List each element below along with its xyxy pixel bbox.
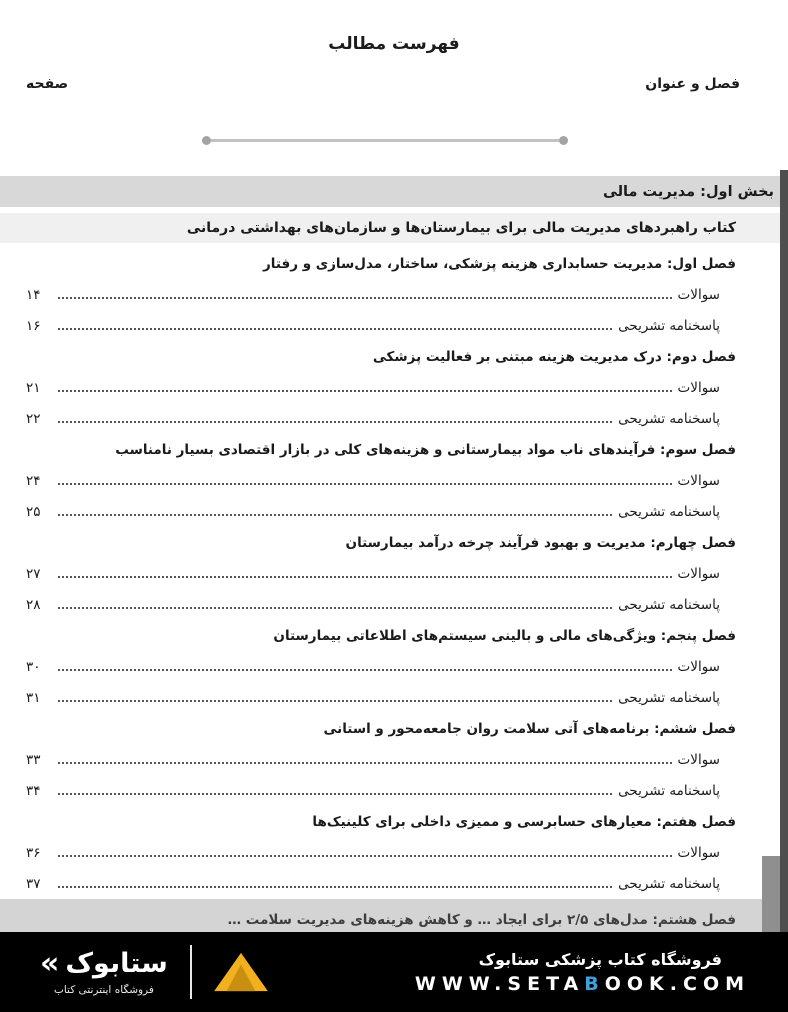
chapter-title: فصل دوم: درک مدیریت هزینه مبتنی بر فعالیت پزشکی — [372, 348, 736, 365]
entry-page-number: ۱۴ — [26, 286, 41, 303]
website-highlight-letter: B — [584, 972, 605, 995]
dotted-leader — [58, 410, 612, 424]
entry-page-number: ۳۰ — [26, 658, 41, 675]
logo-subtitle: فروشگاه اینترنتی کتاب — [53, 983, 154, 996]
section-band: بخش اول: مدیریت مالی — [0, 176, 788, 207]
clipped-next-chapter-line: فصل هشتم: مدل‌های ۲/۵ برای ایجاد … و کاهش هزینه‌های مدیریت سلامت … — [0, 899, 788, 932]
column-headers — [0, 76, 788, 92]
entry-page-number: ۳۶ — [26, 844, 41, 861]
entry-page-number: ۲۸ — [26, 596, 41, 613]
store-info — [415, 950, 750, 995]
chapter-title: فصل اول: مدیریت حسابداری هزینه پزشکی، ساختار، مدل‌سازی و رفتار — [263, 255, 736, 272]
entry-page-number: ۱۶ — [26, 317, 41, 334]
entry-page-number: ۲۲ — [26, 410, 41, 427]
book-title-band: کتاب راهبردهای مدیریت مالی برای بیمارستان‌ها و سازمان‌های بهداشتی درمانی — [0, 213, 788, 243]
entry-page-number: ۲۴ — [26, 472, 41, 489]
dotted-leader — [58, 875, 612, 889]
chapter-title: فصل چهارم: مدیریت و بهبود فرآیند چرخه درآمد بیمارستان — [345, 534, 736, 551]
toc-entry — [0, 372, 788, 403]
toc-entry — [0, 310, 788, 341]
entry-page-number: ۳۱ — [26, 689, 41, 706]
toc-entry — [0, 868, 788, 899]
entry-label: پاسخنامه تشریحی — [618, 782, 720, 799]
toc-list — [0, 248, 788, 899]
entry-label: پاسخنامه تشریحی — [618, 503, 720, 520]
toc-entry — [0, 403, 788, 434]
toc-entry — [0, 775, 788, 806]
toc-entry — [0, 558, 788, 589]
toc-entry — [0, 589, 788, 620]
website-suffix: OOK.COM — [604, 972, 750, 995]
divider-dot-right — [202, 136, 211, 145]
logo-wordmark: ستابوک — [65, 948, 168, 980]
entry-label: سوالات — [677, 472, 720, 489]
dotted-leader — [58, 658, 672, 672]
entry-label: سوالات — [677, 658, 720, 675]
entry-page-number: ۲۵ — [26, 503, 41, 520]
scrollbar[interactable] — [780, 170, 788, 932]
divider-line — [211, 139, 559, 142]
store-title: فروشگاه کتاب پزشکی ستابوک — [478, 949, 722, 969]
entry-label: سوالات — [677, 379, 720, 396]
footer-divider — [190, 945, 192, 999]
dotted-leader — [58, 844, 672, 858]
chapter-title: فصل سوم: فرآیندهای ناب مواد بیمارستانی و هزینه‌های کلی در بازار اقتصادی بسیار نامناسب — [115, 441, 736, 458]
entry-label: پاسخنامه تشریحی — [618, 317, 720, 334]
dotted-leader — [58, 286, 672, 300]
website-prefix: WWW.SETA — [414, 972, 585, 995]
setabook-emblem-icon — [212, 949, 270, 995]
page-title: فهرست مطالب — [328, 34, 460, 54]
dotted-leader — [58, 472, 672, 486]
chapter-title: فصل پنجم: ویژگی‌های مالی و بالینی سیستم‌های اطلاعاتی بیمارستان — [273, 627, 736, 644]
entry-label: سوالات — [677, 844, 720, 861]
toc-entry — [0, 279, 788, 310]
entry-page-number: ۳۳ — [26, 751, 41, 768]
column-header-page: صفحه — [26, 76, 69, 92]
entry-page-number: ۳۷ — [26, 875, 41, 892]
ornament-divider — [202, 135, 568, 145]
toc-entry — [0, 744, 788, 775]
dotted-leader — [58, 565, 672, 579]
dotted-leader — [58, 379, 672, 393]
chapter-title: فصل ششم: برنامه‌های آتی سلامت روان جامعه‌محور و استانی — [323, 720, 736, 737]
entry-label: پاسخنامه تشریحی — [618, 689, 720, 706]
entry-label: سوالات — [677, 565, 720, 582]
column-header-title: فصل و عنوان — [645, 76, 740, 92]
entry-label: سوالات — [677, 286, 720, 303]
toc-entry — [0, 651, 788, 682]
toc-entry — [0, 465, 788, 496]
dotted-leader — [58, 596, 612, 610]
dotted-leader — [58, 782, 612, 796]
entry-label: سوالات — [677, 751, 720, 768]
logo-chevron-icon: « — [40, 946, 60, 982]
entry-label: پاسخنامه تشریحی — [618, 596, 720, 613]
entry-page-number: ۲۱ — [26, 379, 41, 396]
entry-label: پاسخنامه تشریحی — [618, 875, 720, 892]
dotted-leader — [58, 317, 612, 331]
toc-entry — [0, 496, 788, 527]
website-url — [415, 973, 750, 995]
entry-label: پاسخنامه تشریحی — [618, 410, 720, 427]
entry-page-number: ۲۷ — [26, 565, 41, 582]
dotted-leader — [58, 751, 672, 765]
entry-page-number: ۳۴ — [26, 782, 41, 799]
footer-banner — [0, 932, 788, 1012]
toc-entry — [0, 682, 788, 713]
dotted-leader — [58, 689, 612, 703]
setabook-logo — [40, 948, 168, 995]
dotted-leader — [58, 503, 612, 517]
divider-dot-left — [559, 136, 568, 145]
toc-entry — [0, 837, 788, 868]
chapter-title: فصل هفتم: معیارهای حسابرسی و ممیزی داخلی برای کلینیک‌ها — [312, 813, 736, 830]
